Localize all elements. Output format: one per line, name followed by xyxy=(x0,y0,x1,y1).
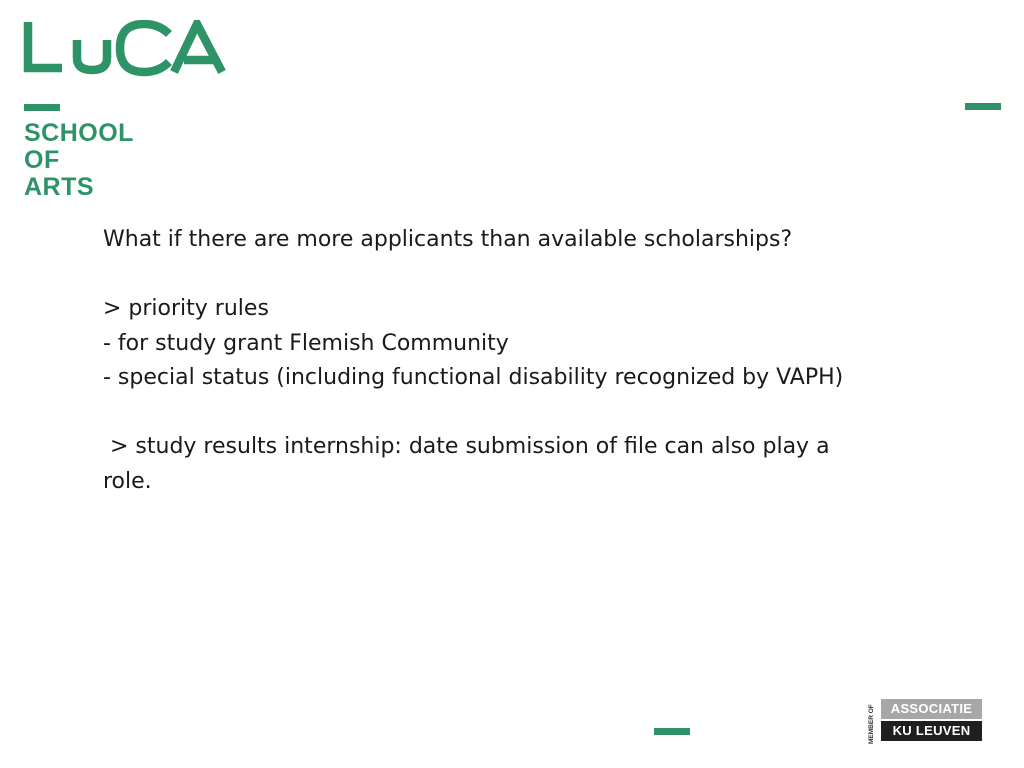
logo-arts-text: ARTS xyxy=(24,173,95,201)
priority-item-special-status: - special status (including functional disability recognized by VAPH) xyxy=(103,365,844,390)
study-results-text: > study results internship: date submission of file can also play a role. xyxy=(103,434,837,494)
luca-logo xyxy=(22,20,232,201)
associatie-ku-leuven-logo xyxy=(866,699,984,744)
priority-heading: > priority rules xyxy=(103,296,269,321)
accent-dash-bottom xyxy=(654,728,690,735)
logo-of-text: OF xyxy=(24,146,60,174)
associatie-label: ASSOCIATIE xyxy=(881,699,982,719)
luca-wordmark xyxy=(22,20,227,90)
ku-leuven-label: KU LEUVEN xyxy=(881,721,982,741)
slide-body xyxy=(103,223,883,499)
member-of-label: MEMBER OF xyxy=(868,704,875,744)
logo-school-text: SCHOOL xyxy=(24,119,134,147)
logo-underline-dash xyxy=(24,104,60,111)
question-text: What if there are more applicants than available scholarships? xyxy=(103,227,793,252)
accent-dash-top xyxy=(965,103,1001,110)
priority-item-grant: - for study grant Flemish Community xyxy=(103,330,509,356)
